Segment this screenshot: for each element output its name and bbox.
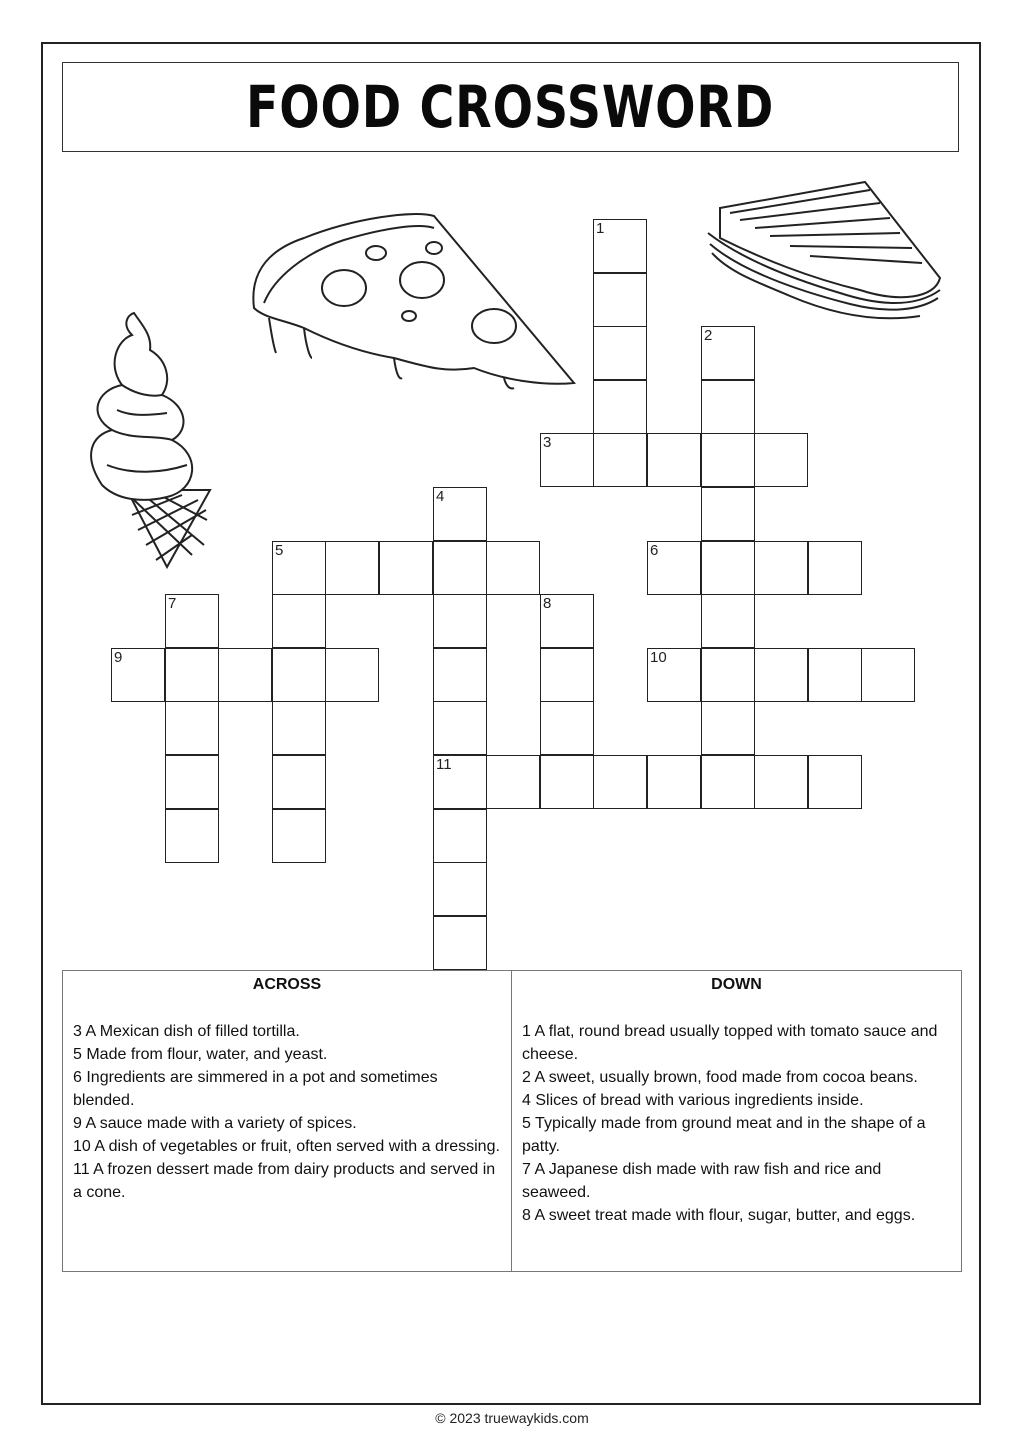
crossword-cell[interactable] [486, 755, 540, 809]
clues-table [62, 970, 962, 1272]
down-clue: 2 A sweet, usually brown, food made from cocoa beans. [522, 1069, 918, 1086]
crossword-cell[interactable] [433, 487, 487, 541]
crossword-cell[interactable] [861, 648, 915, 702]
clue-number: 10 [650, 649, 667, 666]
across-clue: 3 A Mexican dish of filled tortilla. [73, 1023, 300, 1040]
across-heading: ACROSS [252, 976, 322, 993]
crossword-cell[interactable] [701, 326, 755, 380]
crossword-cell[interactable] [593, 219, 647, 273]
crossword-cell[interactable] [754, 648, 808, 702]
crossword-cell[interactable] [272, 594, 326, 648]
across-column [63, 971, 512, 1271]
crossword-cell[interactable] [701, 487, 755, 541]
crossword-cell[interactable] [111, 648, 165, 702]
clue-number: 11 [436, 756, 452, 773]
clue-number: 7 [168, 595, 177, 612]
crossword-cell[interactable] [379, 541, 433, 595]
crossword-cell[interactable] [701, 541, 755, 595]
crossword-cell[interactable] [433, 916, 487, 970]
clue-number: 4 [436, 488, 445, 505]
crossword-cell[interactable] [593, 433, 647, 487]
crossword-cell[interactable] [593, 755, 647, 809]
crossword-cell[interactable] [272, 648, 326, 702]
crossword-cell[interactable] [433, 862, 487, 916]
clue-number: 2 [704, 327, 713, 344]
crossword-cell[interactable] [647, 541, 701, 595]
crossword-cell[interactable] [540, 594, 594, 648]
down-clue: 4 Slices of bread with various ingredients inside. [522, 1092, 864, 1109]
crossword-cell[interactable] [647, 755, 701, 809]
clue-number: 1 [596, 220, 605, 237]
crossword-cell[interactable] [165, 648, 219, 702]
down-column [512, 971, 961, 1271]
across-clue: 6 Ingredients are simmered in a pot and sometimes blended. [73, 1069, 438, 1109]
crossword-cell[interactable] [647, 433, 701, 487]
crossword-cell[interactable] [593, 380, 647, 434]
crossword-cell[interactable] [218, 648, 272, 702]
crossword-cell[interactable] [808, 648, 862, 702]
crossword-cell[interactable] [701, 433, 755, 487]
across-clue: 9 A sauce made with a variety of spices. [73, 1115, 357, 1132]
across-clue-list [73, 1020, 501, 1204]
clue-number: 5 [275, 542, 284, 559]
crossword-cell[interactable] [433, 809, 487, 863]
crossword-cell[interactable] [808, 541, 862, 595]
crossword-cell[interactable] [433, 755, 487, 809]
crossword-cell[interactable] [647, 648, 701, 702]
page-title: FOOD CROSSWORD [246, 73, 775, 141]
down-clue: 7 A Japanese dish made with raw fish and rice and seaweed. [522, 1161, 882, 1201]
crossword-cell[interactable] [701, 594, 755, 648]
crossword-cell[interactable] [593, 326, 647, 380]
clue-number: 8 [543, 595, 552, 612]
crossword-cell[interactable] [325, 648, 379, 702]
crossword-cell[interactable] [701, 380, 755, 434]
crossword-cell[interactable] [540, 701, 594, 755]
crossword-cell[interactable] [754, 755, 808, 809]
crossword-cell[interactable] [165, 755, 219, 809]
crossword-cell[interactable] [272, 755, 326, 809]
crossword-cell[interactable] [540, 755, 594, 809]
crossword-cell[interactable] [272, 809, 326, 863]
crossword-cell[interactable] [540, 433, 594, 487]
crossword-cell[interactable] [754, 433, 808, 487]
crossword-cell[interactable] [165, 809, 219, 863]
crossword-cell[interactable] [593, 273, 647, 327]
across-clue: 5 Made from flour, water, and yeast. [73, 1046, 328, 1063]
crossword-cell[interactable] [808, 755, 862, 809]
crossword-cell[interactable] [486, 541, 540, 595]
crossword-cell[interactable] [272, 541, 326, 595]
footer-copyright: © 2023 truewaykids.com [435, 1410, 589, 1426]
crossword-cell[interactable] [540, 648, 594, 702]
clue-number: 6 [650, 542, 659, 559]
crossword-cell[interactable] [701, 755, 755, 809]
clue-number: 3 [543, 434, 552, 451]
across-clue: 10 A dish of vegetables or fruit, often served with a dressing. [73, 1138, 500, 1155]
down-heading: DOWN [711, 976, 762, 993]
crossword-cell[interactable] [165, 594, 219, 648]
crossword-cell[interactable] [701, 701, 755, 755]
down-clue: 1 A flat, round bread usually topped with tomato sauce and cheese. [522, 1023, 938, 1063]
crossword-cell[interactable] [165, 701, 219, 755]
down-clue: 8 A sweet treat made with flour, sugar, butter, and eggs. [522, 1207, 916, 1224]
crossword-cell[interactable] [433, 541, 487, 595]
crossword-cell[interactable] [433, 648, 487, 702]
down-clue: 5 Typically made from ground meat and in the shape of a patty. [522, 1115, 926, 1155]
crossword-cell[interactable] [325, 541, 379, 595]
crossword-cell[interactable] [754, 541, 808, 595]
crossword-cell[interactable] [433, 701, 487, 755]
down-clue-list [522, 1020, 951, 1227]
crossword-cell[interactable] [272, 701, 326, 755]
clue-number: 9 [114, 649, 123, 666]
across-clue: 11 A frozen dessert made from dairy products and served in a cone. [73, 1161, 496, 1201]
crossword-cell[interactable] [433, 594, 487, 648]
crossword-cell[interactable] [701, 648, 755, 702]
